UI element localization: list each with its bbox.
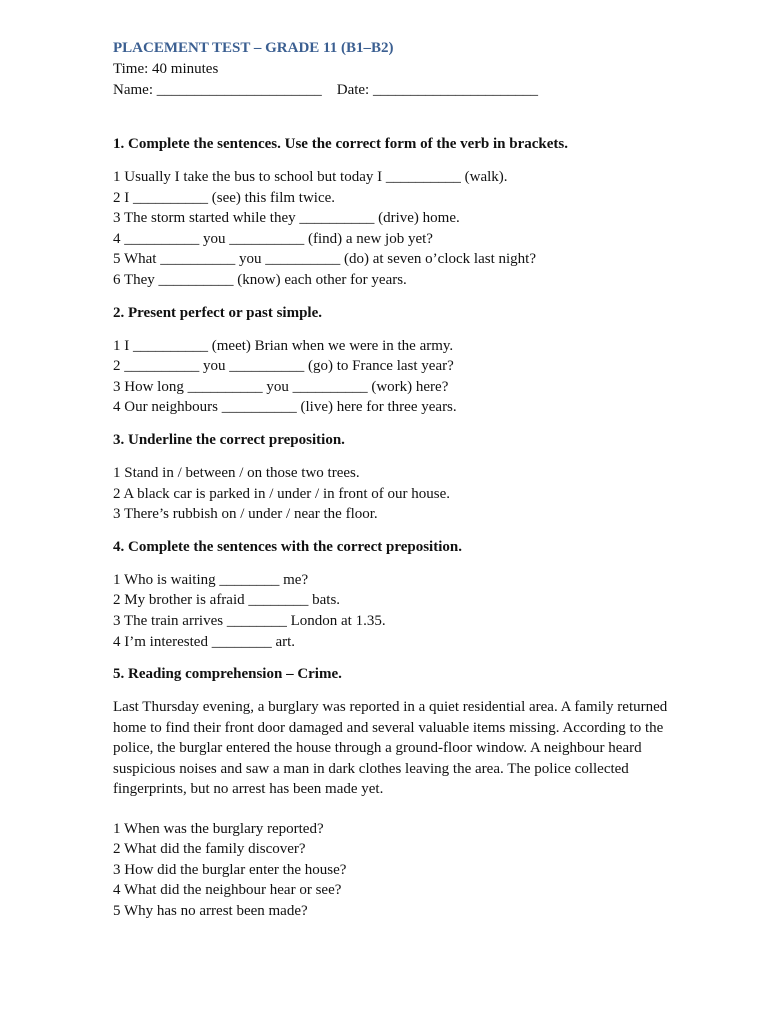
list-item: 2 My brother is afraid ________ bats. [113,592,341,609]
name-field: Name: ______________________ [113,82,322,98]
list-item: 1 Usually I take the bus to school but today I __________ (walk). [113,169,508,185]
list-item: 1 Stand in / between / on those two trees. [113,464,360,481]
list-item: 3 The train arrives ________ London at 1.35. [113,612,386,629]
reading-passage: Last Thursday evening, a burglary was reported in a quiet residential area. A family returned home to find their front door damaged and several valuable items missing. According to the police, the burglar entered the house through a ground-floor window. A neighbour heard suspicious noises and saw a man in dark clothes leaving the area. The police collected fingerprints, but no arrest has been made yet. [113,699,668,798]
section-5-questions [113,819,683,922]
section-2-items [113,336,683,418]
list-item: 2 I __________ (see) this film twice. [113,189,336,206]
list-item: 4 I’m interested ________ art. [113,633,296,650]
name-date-row [113,80,683,101]
list-item: 1 When was the burglary reported? [113,820,324,837]
section-1-title: 1. Complete the sentences. Use the correct form of the verb in brackets. [113,136,569,152]
test-title: PLACEMENT TEST – GRADE 11 (B1–B2) [113,40,394,56]
list-item: 6 They __________ (know) each other for years. [113,271,407,288]
section-4-items [113,570,683,652]
section-5-title: 5. Reading comprehension – Crime. [113,666,342,683]
list-item: 1 Who is waiting ________ me? [113,571,309,588]
section-3-items [113,463,683,525]
list-item: 2 A black car is parked in / under / in front of our house. [113,485,451,502]
section-1-items [113,167,683,291]
list-item: 1 I __________ (meet) Brian when we were in the army. [113,337,454,354]
section-3-title: 3. Underline the correct preposition. [113,431,345,448]
section-4-title: 4. Complete the sentences with the correct preposition. [113,538,462,555]
list-item: 2 What did the family discover? [113,841,306,858]
list-item: 5 What __________ you __________ (do) at seven o’clock last night? [113,251,536,268]
list-item: 3 How long __________ you __________ (work) here? [113,378,449,395]
list-item: 3 The storm started while they __________ (drive) home. [113,210,460,227]
list-item: 4 Our neighbours __________ (live) here for three years. [113,399,457,416]
section-2-title: 2. Present perfect or past simple. [113,304,322,321]
list-item: 3 How did the burglar enter the house? [113,861,347,878]
list-item: 5 Why has no arrest been made? [113,902,308,919]
list-item: 3 There’s rubbish on / under / near the floor. [113,506,378,523]
time-limit: Time: 40 minutes [113,61,219,77]
document-page [113,38,683,922]
list-item: 4 __________ you __________ (find) a new job yet? [113,230,433,247]
list-item: 2 __________ you __________ (go) to France last year? [113,358,454,375]
date-field: Date: ______________________ [336,82,538,98]
list-item: 4 What did the neighbour hear or see? [113,882,342,899]
